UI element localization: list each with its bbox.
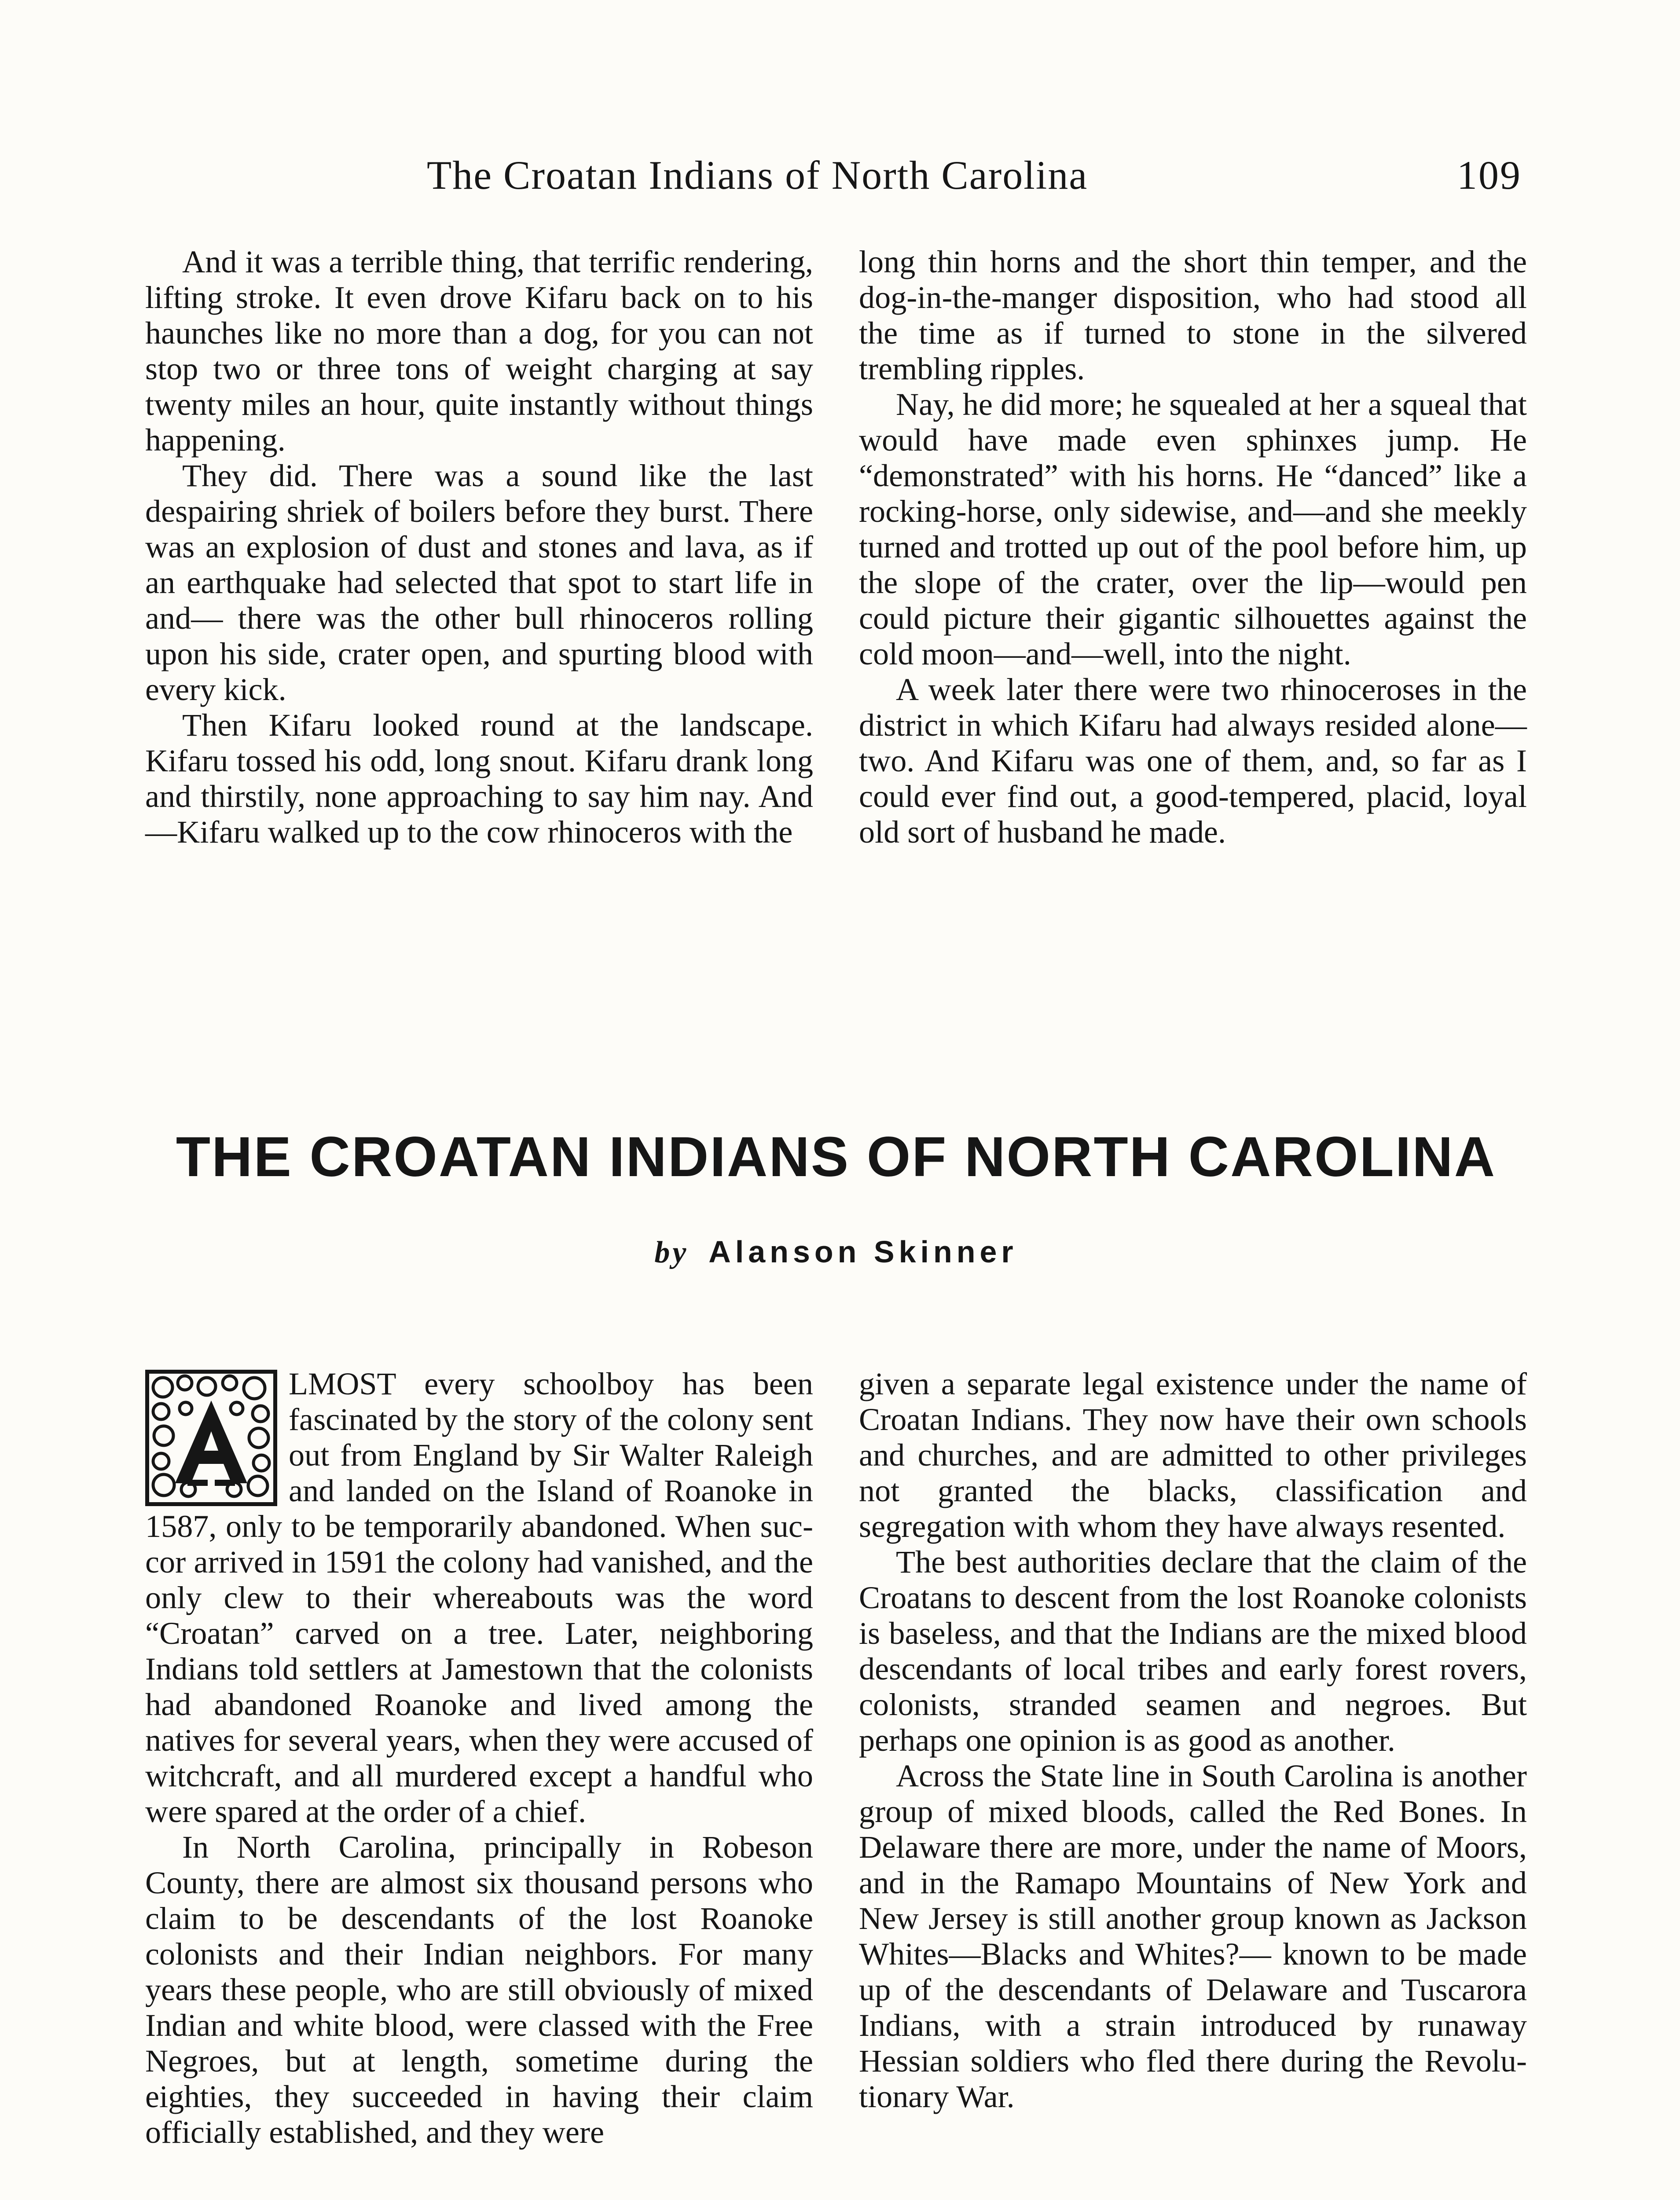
byline (145, 1234, 1527, 1270)
story-paragraph: And it was a terrible thing, that terrific rendering, lifting stroke. It even drove Kifaru back on to his haunches like no more than a dog, for you can not stop two or three tons of weight charging at say twenty miles an hour, quite instantly without things happening. (145, 244, 813, 458)
story-paragraph: A week later there were two rhinoceroses in the district in which Kifaru had always resided alone—two. And Kifaru was one of them, and, so far as I could ever find out, a good-tempered, placid, loyal old sort of husband he made. (859, 672, 1527, 850)
byline-prefix: by (654, 1236, 689, 1269)
previous-story-right-column (859, 244, 1527, 850)
story-paragraph: They did. There was a sound like the last despairing shriek of boilers before they burst. There was an explosion of dust and stones and lava, as if an earthquake had selected that spot to start life in and— there was the other bull rhinoceros rolling upon his side, crater open, and spurting blood with every kick. (145, 458, 813, 707)
article-paragraph: In North Carolina, principally in Robeson County, there are almost six thousand persons who claim to be descendants of the lost Roanoke colonists and their Indian neighbors. For many years these people, who are still obviously of mixed Indian and white blood, were classed with the Free Negroes, but at length, sometime during the eighties, they succeeded in having their claim officially established, and they were (145, 1830, 813, 2150)
decorative-dropcap-a (145, 1370, 277, 1506)
article-title: THE CROATAN INDIANS OF NORTH CAROLINA (176, 1125, 1497, 1188)
previous-story-left-column (145, 244, 813, 850)
article-paragraph: Across the State line in South Carolina is another group of mixed bloods, called the Red Bones. In Delaware there are more, under the name of Moors, and in the Ramapo Mountains of New York and New Jersey is still another group known as Jackson Whites—Blacks and Whites?— known to be made up of the descendants of Delaware and Tuscarora Indians, with a strain introduced by runaway Hessian soldiers who fled there during the Revolutionary War. (859, 1758, 1527, 2114)
running-head (145, 152, 1522, 205)
previous-story-conclusion (145, 244, 1527, 983)
page-number: 109 (1457, 153, 1522, 198)
article-first-paragraph-text: LMOST every schoolboy has been fascinated by the story of the colony sent out from England by Sir Walter Raleigh and landed on the Island of Roanoke in 1587, only to be temporarily abandoned. When succor arrived in 1591 the colony had vanished, and the only clew to their whereabouts was the word “Croatan” carved on a tree. Later, neighboring Indians told settlers at Jamestown that the colonists had abandoned Roanoke and lived among the natives for several years, when they were accused of witchcraft, and all murdered except a handful who were spared at the order of a chief. (145, 1366, 813, 1829)
article-paragraph: given a separate legal existence under the name of Croatan Indians. They now have their own schools and churches, and are admitted to other privileges not granted the blacks, classification and segregation with whom they have always resented. (859, 1366, 1527, 1544)
running-title: The Croatan Indians of North Carolina (427, 153, 1088, 198)
story-paragraph: long thin horns and the short thin temper, and the dog-in-the-manger disposition, who had stood all the time as if turned to stone in the silvered trembling ripples. (859, 244, 1527, 386)
article-body (145, 1366, 1527, 2200)
author-name: Alanson Skinner (708, 1235, 1018, 1269)
article-paragraph: The best authorities declare that the claim of the Croatans to descent from the lost Roanoke colonists is baseless, and that the Indians are the mixed blood descendants of local tribes and early forest rovers, colonists, stranded seamen and negroes. But perhaps one opinion is as good as another. (859, 1544, 1527, 1758)
story-paragraph: Then Kifaru looked round at the landscape. Kifaru tossed his odd, long snout. Kifaru drank long and thirstily, none approaching to say him nay. And—Kifaru walked up to the cow rhinoceros with the (145, 708, 813, 850)
article-left-column (145, 1366, 813, 2150)
article-right-column (859, 1366, 1527, 2115)
article-first-paragraph (145, 1366, 813, 1830)
story-paragraph: Nay, he did more; he squealed at her a squeal that would have made even sphinxes jump. He “demonstrated” with his horns. He “danced” like a rocking-horse, only sidewise, and—and she meekly turned and trotted up out of the pool before him, up the slope of the crater, over the lip—would pen could picture their gigantic silhouettes against the cold moon—and—well, into the night. (859, 387, 1527, 671)
dropcap-ornament-icon (145, 1370, 277, 1506)
